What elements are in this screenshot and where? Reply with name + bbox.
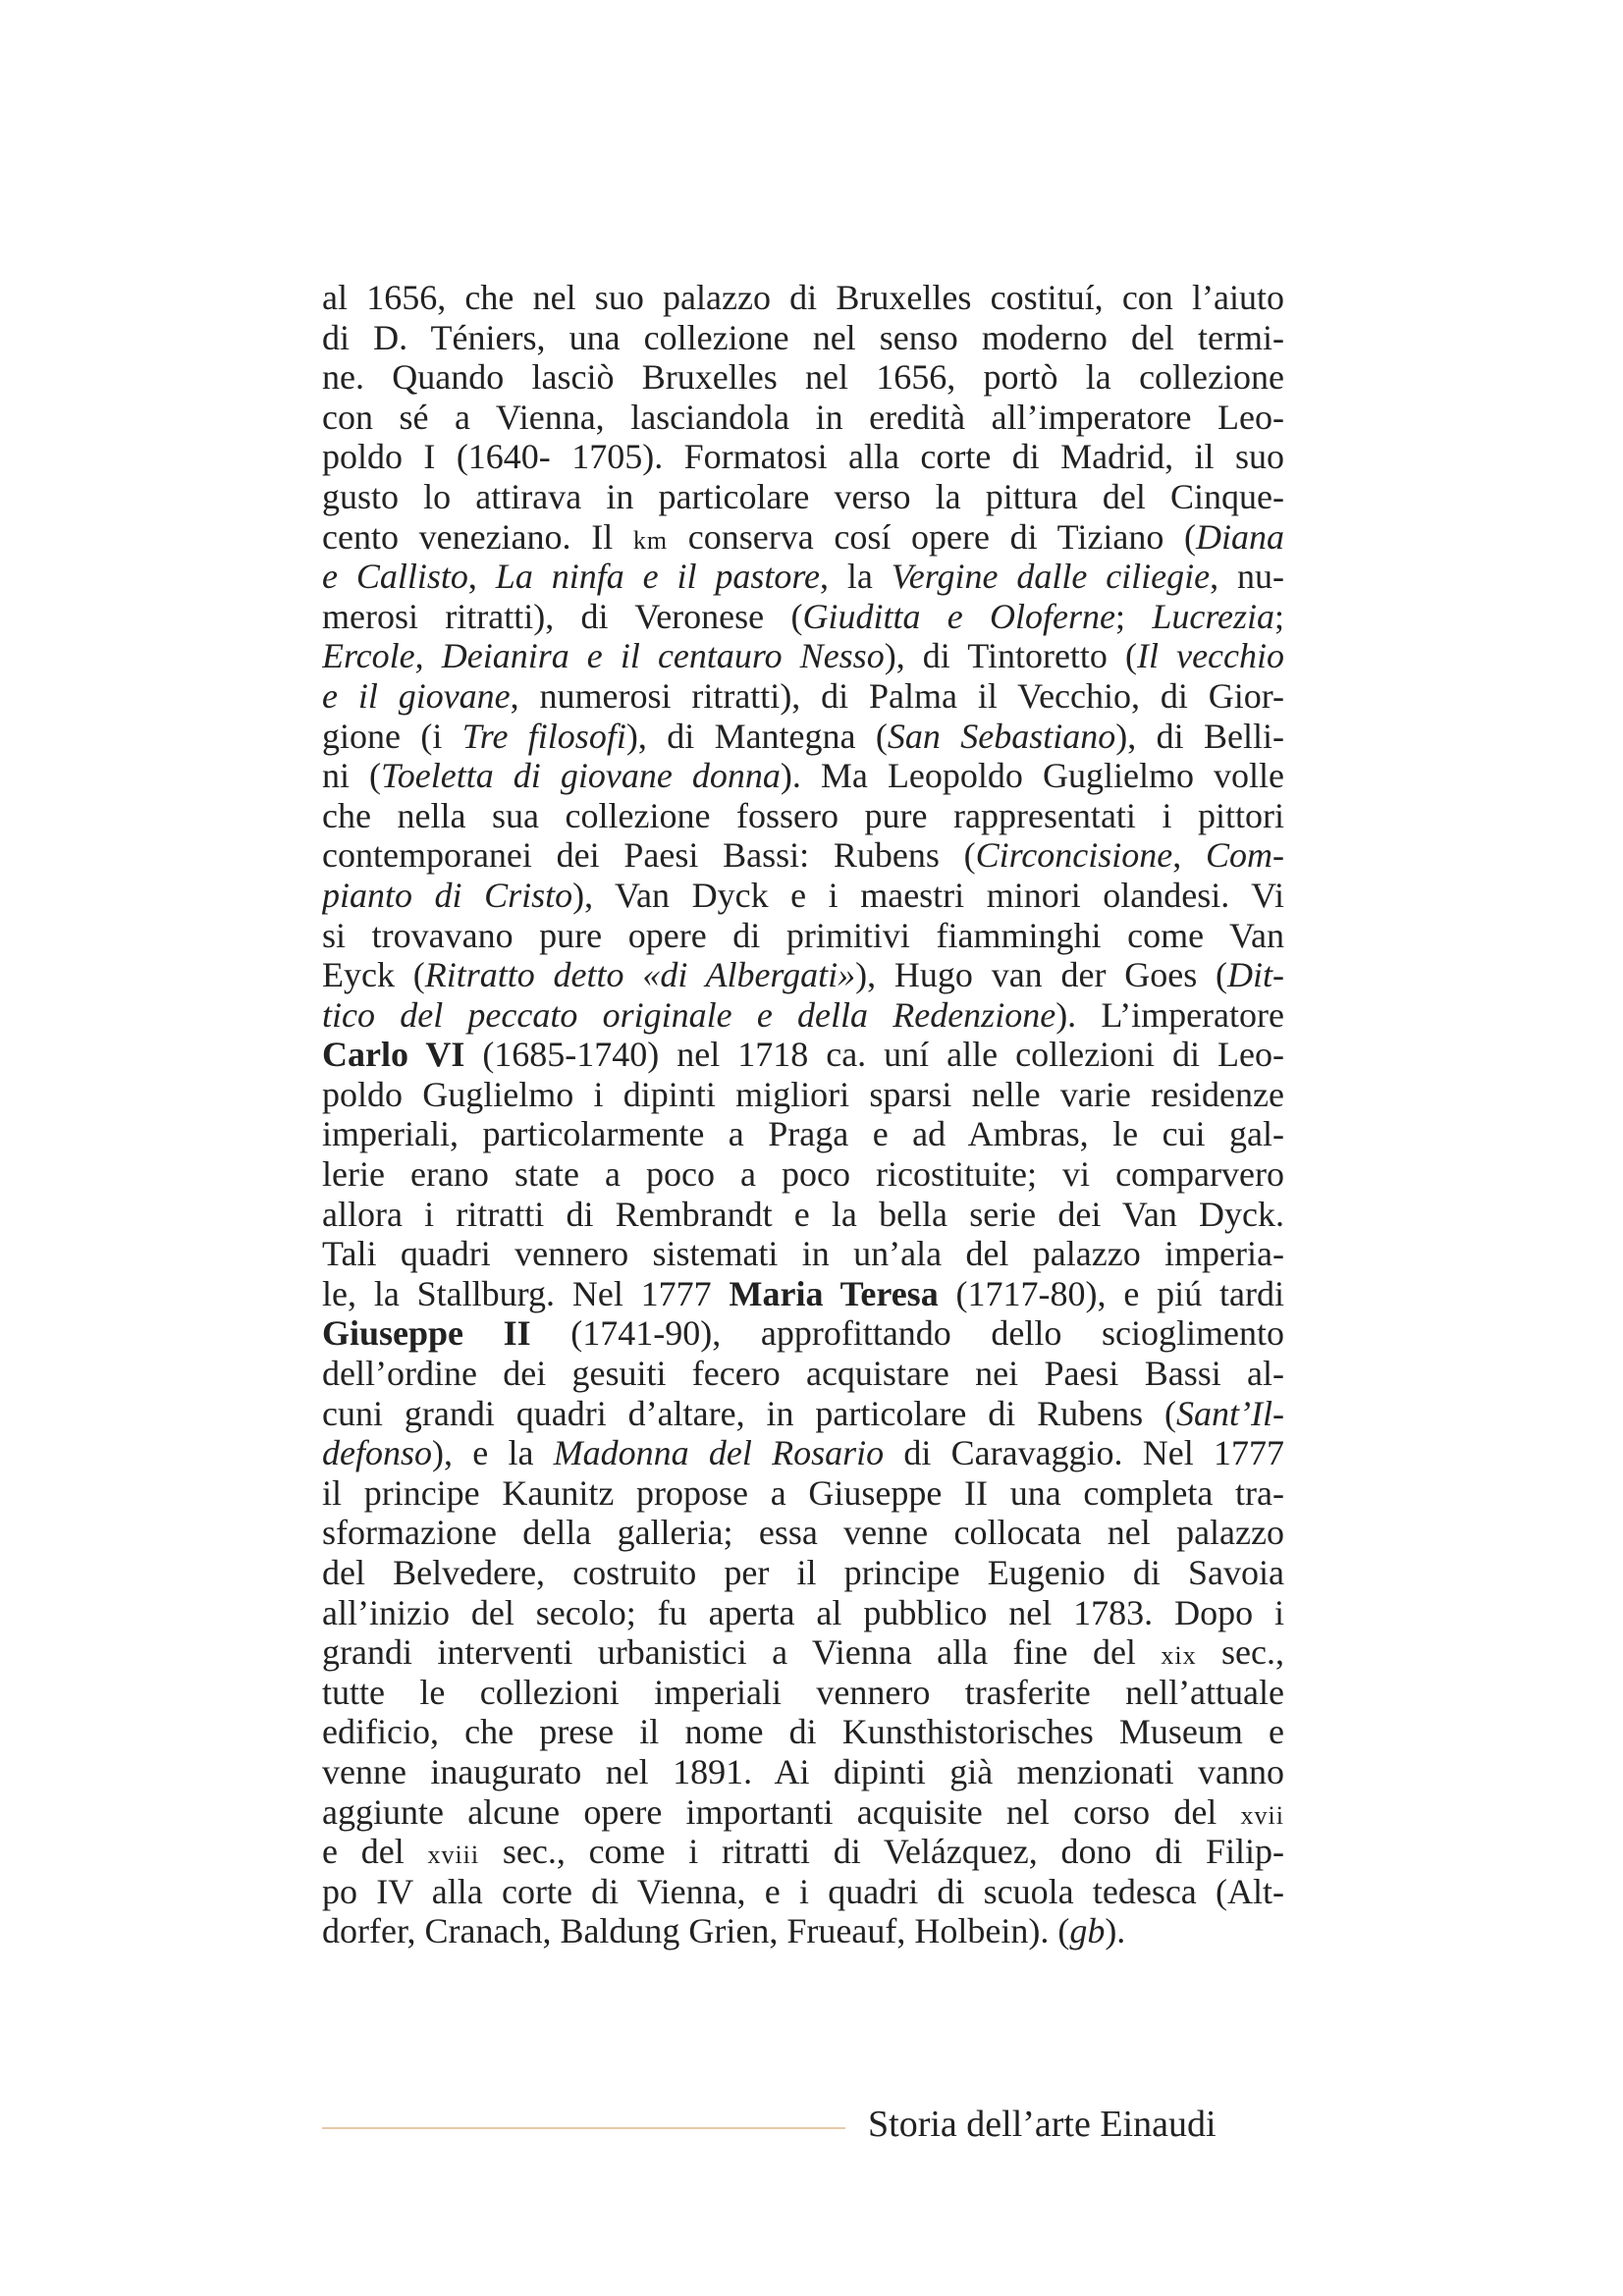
- text-run: poldo I (1640- 1705). Formatosi alla corte di Madrid, il suo: [322, 437, 1284, 477]
- text-run: , la: [820, 557, 892, 597]
- text-line: [322, 1394, 1284, 1434]
- text-line: [322, 676, 1284, 717]
- text-run: Tali quadri vennero sistemati in un’ala del palazzo imperia-: [322, 1234, 1284, 1274]
- text-run: cuni grandi quadri d’altare, in particolare di Rubens (: [322, 1393, 1177, 1433]
- body-text: [322, 278, 1284, 1951]
- bold-run: Giuseppe II: [322, 1313, 531, 1354]
- text-line: [322, 835, 1284, 876]
- text-run: le, la Stallburg. Nel 1777: [322, 1273, 730, 1313]
- italic-run: Vergine dalle ciliegie: [891, 557, 1211, 597]
- text-run: all’inizio del secolo; fu aperta al pubblico nel 1783. Dopo i: [322, 1592, 1284, 1632]
- text-run: (1741-90), approfittando dello scioglimento: [530, 1313, 1284, 1354]
- text-run: e del: [322, 1832, 428, 1872]
- small-caps-run: xix: [1161, 1641, 1197, 1671]
- text-line: [322, 1154, 1284, 1195]
- text-run: ), di Belli-: [1115, 716, 1284, 756]
- text-run: il principe Kaunitz propose a Giuseppe II una completa tra-: [322, 1472, 1284, 1513]
- text-line: [322, 1234, 1284, 1274]
- footer-rule: [322, 2127, 845, 2129]
- text-run: imperiali, particolarmente a Praga e ad Ambras, le cui gal-: [322, 1114, 1284, 1154]
- text-run: ,: [1172, 835, 1206, 876]
- text-run: lerie erano state a poco a poco ricostituite; vi comparvero: [322, 1154, 1284, 1195]
- italic-run: defonso: [322, 1433, 432, 1473]
- italic-run: tico del peccato originale e della Redenzione: [322, 994, 1056, 1035]
- text-run: di Caravaggio. Nel 1777: [884, 1433, 1284, 1473]
- italic-run: pianto di Cristo: [322, 875, 573, 915]
- italic-run: e Callisto: [322, 557, 468, 597]
- text-line: [322, 1712, 1284, 1752]
- text-line: [322, 1195, 1284, 1235]
- italic-run: Ercole, Deianira e il centauro Nesso: [322, 636, 885, 676]
- text-run: ne. Quando lasciò Bruxelles nel 1656, portò la collezione: [322, 357, 1284, 398]
- text-line: [322, 278, 1284, 318]
- text-run: Eyck (: [322, 955, 425, 995]
- italic-run: Madonna del Rosario: [553, 1433, 885, 1473]
- text-line: [322, 995, 1284, 1036]
- italic-run: Sant’Il-: [1176, 1393, 1284, 1433]
- italic-run: Diana: [1196, 516, 1284, 557]
- italic-run: Toeletta di giovane donna: [381, 756, 781, 796]
- text-line: [322, 1075, 1284, 1115]
- text-run: poldo Guglielmo i dipinti migliori sparsi nelle varie residenze: [322, 1074, 1284, 1114]
- text-run: ).: [1105, 1911, 1126, 1951]
- text-run: del Belvedere, costruito per il principe Eugenio di Savoia: [322, 1553, 1284, 1592]
- text-run: ). L’imperatore: [1055, 994, 1284, 1035]
- text-line: [322, 876, 1284, 916]
- text-run: dorfer, Cranach, Baldung Grien, Frueauf, Holbein). (: [322, 1911, 1070, 1951]
- text-run: sec.,: [1196, 1632, 1284, 1673]
- text-line: [322, 1513, 1284, 1553]
- small-caps-run: xvii: [1240, 1800, 1284, 1830]
- text-line: [322, 1553, 1284, 1593]
- text-line: [322, 318, 1284, 358]
- text-run: ), di Tintoretto (: [884, 636, 1138, 676]
- text-run: ;: [1273, 596, 1284, 636]
- text-run: merosi ritratti), di Veronese (: [322, 596, 803, 636]
- text-line: [322, 1274, 1284, 1314]
- text-run: conserva cosí opere di Tiziano (: [668, 516, 1196, 557]
- italic-run: Lucrezia: [1152, 596, 1274, 636]
- text-run: gusto lo attirava in particolare verso la pittura del Cinque-: [322, 476, 1284, 516]
- text-run: sec., come i ritratti di Velázquez, dono di Filip-: [479, 1832, 1284, 1872]
- text-run: cento veneziano. Il: [322, 516, 633, 557]
- text-line: [322, 955, 1284, 995]
- text-run: ), Van Dyck e i maestri minori olandesi. Vi: [572, 875, 1284, 915]
- text-run: di D. Téniers, una collezione nel senso moderno del termi-: [322, 317, 1284, 357]
- bold-run: Maria Teresa: [729, 1273, 939, 1313]
- bold-run: Carlo VI: [322, 1035, 465, 1075]
- italic-run: gb: [1069, 1911, 1106, 1951]
- text-line: [322, 1911, 1284, 1951]
- text-line: [322, 916, 1284, 956]
- text-line: [322, 1593, 1284, 1633]
- text-run: venne inaugurato nel 1891. Ai dipinti già menzionati vanno: [322, 1751, 1284, 1791]
- text-run: ), Hugo van der Goes (: [855, 955, 1227, 995]
- italic-run: Giuditta e Oloferne: [802, 596, 1115, 636]
- text-run: sformazione della galleria; essa venne collocata nel palazzo: [322, 1513, 1284, 1553]
- italic-run: Ritratto detto «di Albergati»: [424, 955, 856, 995]
- text-line: [322, 1673, 1284, 1713]
- text-line: [322, 1433, 1284, 1473]
- text-run: grandi interventi urbanistici a Vienna alla fine del: [322, 1632, 1162, 1673]
- text-line: [322, 557, 1284, 597]
- italic-run: Tre filosofi: [461, 716, 626, 756]
- text-run: dell’ordine dei gesuiti fecero acquistare nei Paesi Bassi al-: [322, 1354, 1284, 1394]
- italic-run: Il vecchio: [1137, 636, 1284, 676]
- footer-title: Storia dell’arte Einaudi: [868, 2104, 1217, 2145]
- text-line: [322, 796, 1284, 836]
- text-run: ). Ma Leopoldo Guglielmo volle: [780, 756, 1284, 796]
- italic-run: San Sebastiano: [887, 716, 1116, 756]
- text-run: ), di Mantegna (: [625, 716, 888, 756]
- italic-run: Dit-: [1227, 955, 1284, 995]
- text-line: [322, 1035, 1284, 1075]
- italic-run: Com-: [1206, 835, 1284, 876]
- text-line: [322, 1114, 1284, 1154]
- text-run: , nu-: [1210, 557, 1284, 597]
- text-line: [322, 756, 1284, 796]
- text-line: [322, 477, 1284, 517]
- text-run: (1717-80), e piú tardi: [938, 1273, 1284, 1313]
- text-run: tutte le collezioni imperiali vennero trasferite nell’attuale: [322, 1672, 1284, 1712]
- text-line: [322, 1752, 1284, 1792]
- text-run: al 1656, che nel suo palazzo di Bruxelles costituí, con l’aiuto: [322, 278, 1284, 317]
- text-run: allora i ritratti di Rembrandt e la bella serie dei Van Dyck.: [322, 1194, 1284, 1234]
- text-line: [322, 717, 1284, 757]
- text-run: , numerosi ritratti), di Palma il Vecchio, di Gior-: [510, 675, 1284, 716]
- text-run: con sé a Vienna, lasciandola in eredità all’imperatore Leo-: [322, 397, 1284, 437]
- italic-run: Circoncisione: [975, 835, 1173, 876]
- text-line: [322, 636, 1284, 676]
- text-line: [322, 517, 1284, 558]
- text-line: [322, 1354, 1284, 1394]
- small-caps-run: km: [632, 525, 669, 555]
- text-run: contemporanei dei Paesi Bassi: Rubens (: [322, 835, 976, 876]
- text-run: che nella sua collezione fossero pure rappresentati i pittori: [322, 795, 1284, 835]
- italic-run: La ninfa e il pastore: [495, 557, 821, 597]
- text-run: ;: [1115, 596, 1153, 636]
- text-run: aggiunte alcune opere importanti acquisite nel corso del: [322, 1791, 1241, 1832]
- text-run: edificio, che prese il nome di Kunsthistorisches Museum e: [322, 1712, 1284, 1752]
- text-line: [322, 357, 1284, 398]
- text-line: [322, 1792, 1284, 1833]
- text-line: [322, 1832, 1284, 1872]
- text-line: [322, 1872, 1284, 1912]
- text-run: si trovavano pure opere di primitivi fiamminghi come Van: [322, 915, 1284, 955]
- text-line: [322, 597, 1284, 637]
- text-line: [322, 1313, 1284, 1354]
- small-caps-run: xviii: [427, 1841, 480, 1870]
- text-line: [322, 1632, 1284, 1673]
- italic-run: e il giovane: [322, 675, 511, 716]
- text-run: ,: [467, 557, 496, 597]
- text-line: [322, 437, 1284, 477]
- text-run: ni (: [322, 756, 382, 796]
- text-run: ), e la: [432, 1433, 554, 1473]
- text-run: po IV alla corte di Vienna, e i quadri di scuola tedesca (Alt-: [322, 1871, 1284, 1911]
- text-run: (1685-1740) nel 1718 ca. uní alle collezioni di Leo-: [464, 1035, 1284, 1075]
- text-line: [322, 398, 1284, 438]
- text-run: gione (i: [322, 716, 462, 756]
- text-line: [322, 1473, 1284, 1514]
